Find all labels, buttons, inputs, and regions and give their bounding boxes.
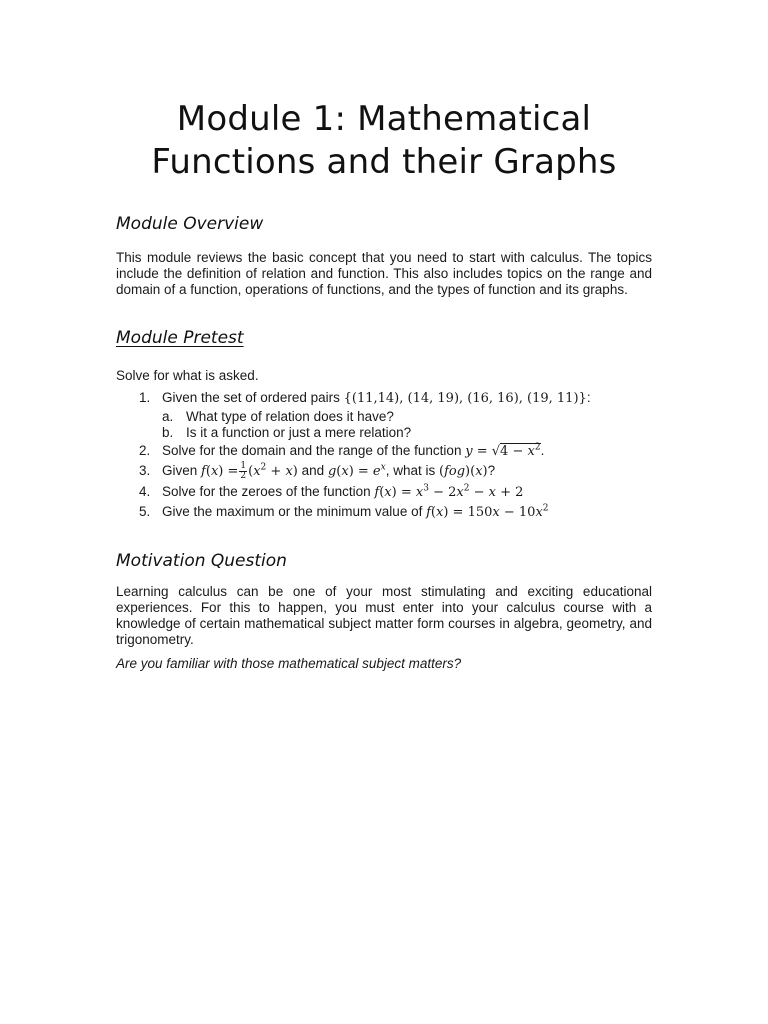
question-text: Solve for the zeroes of the function [162, 483, 371, 499]
page-title [116, 98, 652, 184]
pretest-heading: Module Pretest [116, 328, 244, 348]
page-content [116, 98, 652, 672]
equation-g-of-x: $g(x) = e^x$ [327, 462, 386, 479]
question-text: Solve for the domain and the range of the function [162, 442, 462, 458]
question-number: 1. [139, 390, 151, 405]
question-text: Give the maximum or the minimum value of [162, 504, 423, 519]
sub-question-list [162, 409, 652, 441]
motivation-heading: Motivation Question [116, 550, 287, 571]
sub-question-text: Is it a function or just a mere relation? [186, 424, 412, 440]
question-punctuation: : [586, 390, 591, 405]
motivation-question: Are you familiar with those mathematical subject matters? [116, 655, 462, 671]
question-number: 4. [139, 483, 151, 499]
ordered-pairs-set: {(11,14), (14, 19), (16, 16), (19, 11)} [343, 391, 587, 406]
equation-f-of-x: f(x) = $\frac{1}{2}$ $(x^2 + x)$ [201, 461, 298, 481]
sub-question-letter: a. [162, 408, 174, 424]
question-2: 2. Solve for the domain and the range of the function $y = √4 - x^2$. [139, 442, 545, 459]
pretest-instruction: Solve for what is asked. [116, 368, 259, 383]
title-line-2: Functions and their Graphs [151, 142, 617, 182]
sub-question-text: What type of relation does it have? [186, 408, 394, 424]
question-3: 3. Given f(x) = $\frac{1}{2}$ $(x^2 + x)$ and $g(x) = e^x$, what is (fog)(x)? [139, 461, 496, 481]
sub-question-letter: b. [162, 424, 174, 440]
pretest-question-list [116, 388, 652, 523]
question-text-and: and [301, 463, 325, 478]
question-1 [116, 388, 652, 441]
question-number: 5. [139, 504, 151, 519]
title-line-1: Module 1: Mathematical [176, 99, 592, 139]
question-text: Given [162, 463, 198, 478]
equation-fog: (fog)(x) [439, 464, 488, 479]
equation-y-sqrt: $y = √4 - x^2$ [465, 442, 541, 459]
question-text-what: , what is [385, 463, 436, 478]
sub-question-a [162, 409, 652, 425]
motivation-paragraph: Learning calculus can be one of your most stimulating and exciting educational experiences. For this to happen, you must enter into your calculus course with a knowledge of certain mathematical subject matter form courses in algebra, geometry, and trigonometry. [116, 583, 652, 647]
question-5 [116, 502, 652, 523]
overview-paragraph: This module reviews the basic concept that you need to start with calculus. The topics include the definition of relation and function. This also includes topics on the range and domain of a function, operations of functions, and the types of function and its graphs. [116, 250, 652, 297]
equation-cubic: $f(x) = x^3 - 2x^2 - x + 2$ [374, 483, 524, 500]
question-number: 3. [139, 463, 151, 478]
equation-quadratic: $f(x) = 150x - 10x^2$ [426, 503, 549, 520]
sub-question-b [162, 425, 652, 441]
question-number: 2. [139, 442, 151, 458]
question-4 [116, 482, 652, 503]
question-text: Given the set of ordered pairs [162, 390, 340, 405]
overview-heading: Module Overview [116, 214, 264, 234]
